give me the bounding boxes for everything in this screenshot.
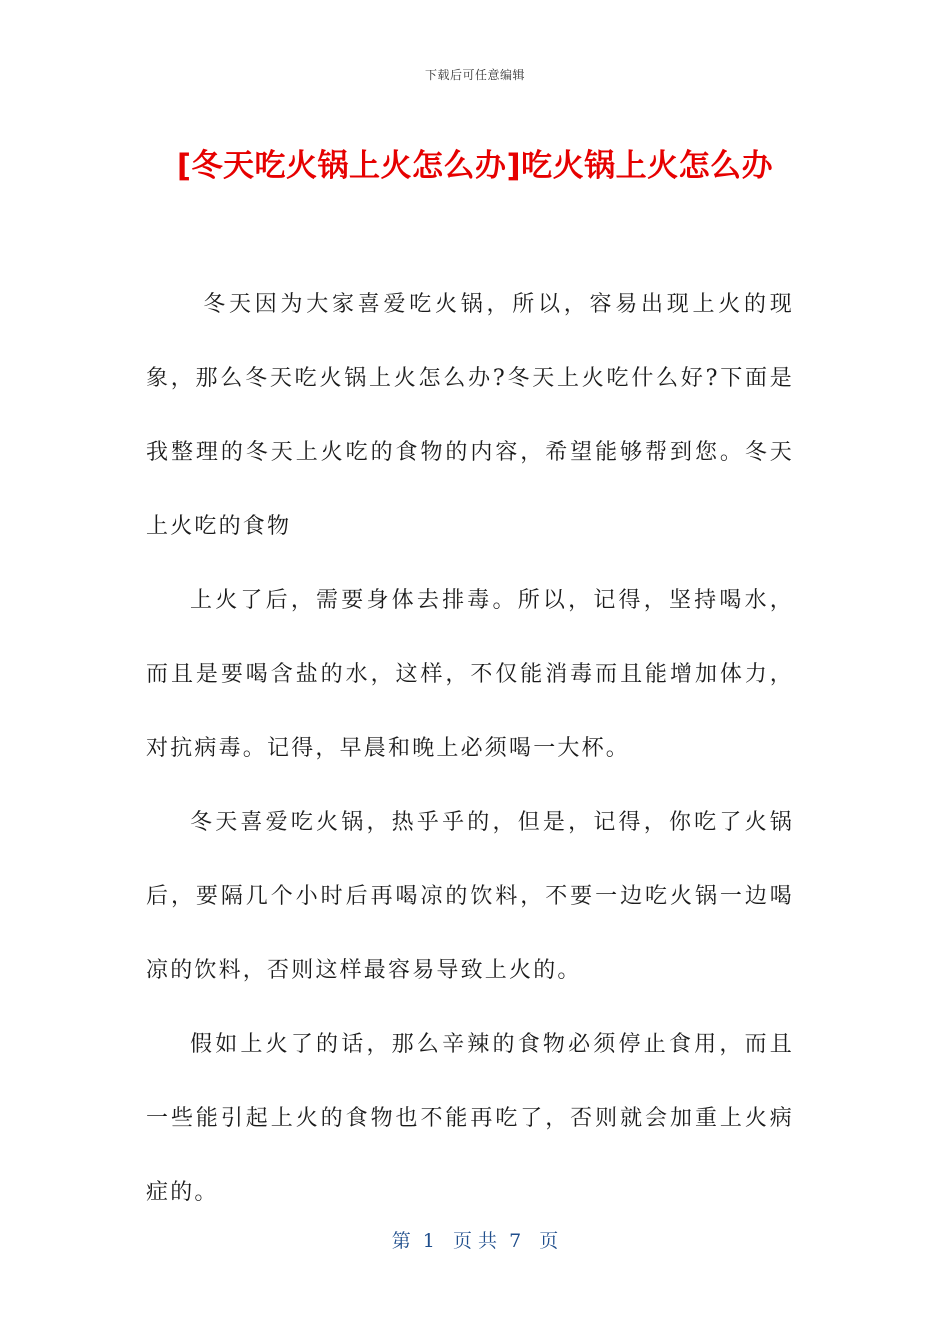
paragraph-4: 假如上火了的话，那么辛辣的食物必须停止食用，而且一些能引起上火的食物也不能再吃了，否则就会加重上火病症的。 (146, 1032, 794, 1205)
paragraph-3: 冬天喜爱吃火锅，热乎乎的，但是，记得，你吃了火锅后，要隔几个小时后再喝凉的饮料，不要一边吃火锅一边喝凉的饮料，否则这样最容易导致上火的。 (146, 810, 794, 983)
document-body (146, 268, 794, 1230)
page-number-footer: 第 1 页 共 7 页 (391, 1230, 559, 1252)
document-title: [冬天吃火锅上火怎么办]吃火锅上火怎么办 (176, 148, 774, 184)
paragraph-2: 上火了后，需要身体去排毒。所以，记得，坚持喝水，而且是要喝含盐的水，这样，不仅能消毒而且能增加体力，对抗病毒。记得，早晨和晚上必须喝一大杯。 (146, 588, 794, 761)
header-note: 下载后可任意编辑 (424, 68, 525, 82)
paragraph-1: 冬天因为大家喜爱吃火锅，所以，容易出现上火的现象，那么冬天吃火锅上火怎么办?冬天上火吃什么好?下面是我整理的冬天上火吃的食物的内容，希望能够帮到您。冬天上火吃的食物 (146, 292, 794, 539)
